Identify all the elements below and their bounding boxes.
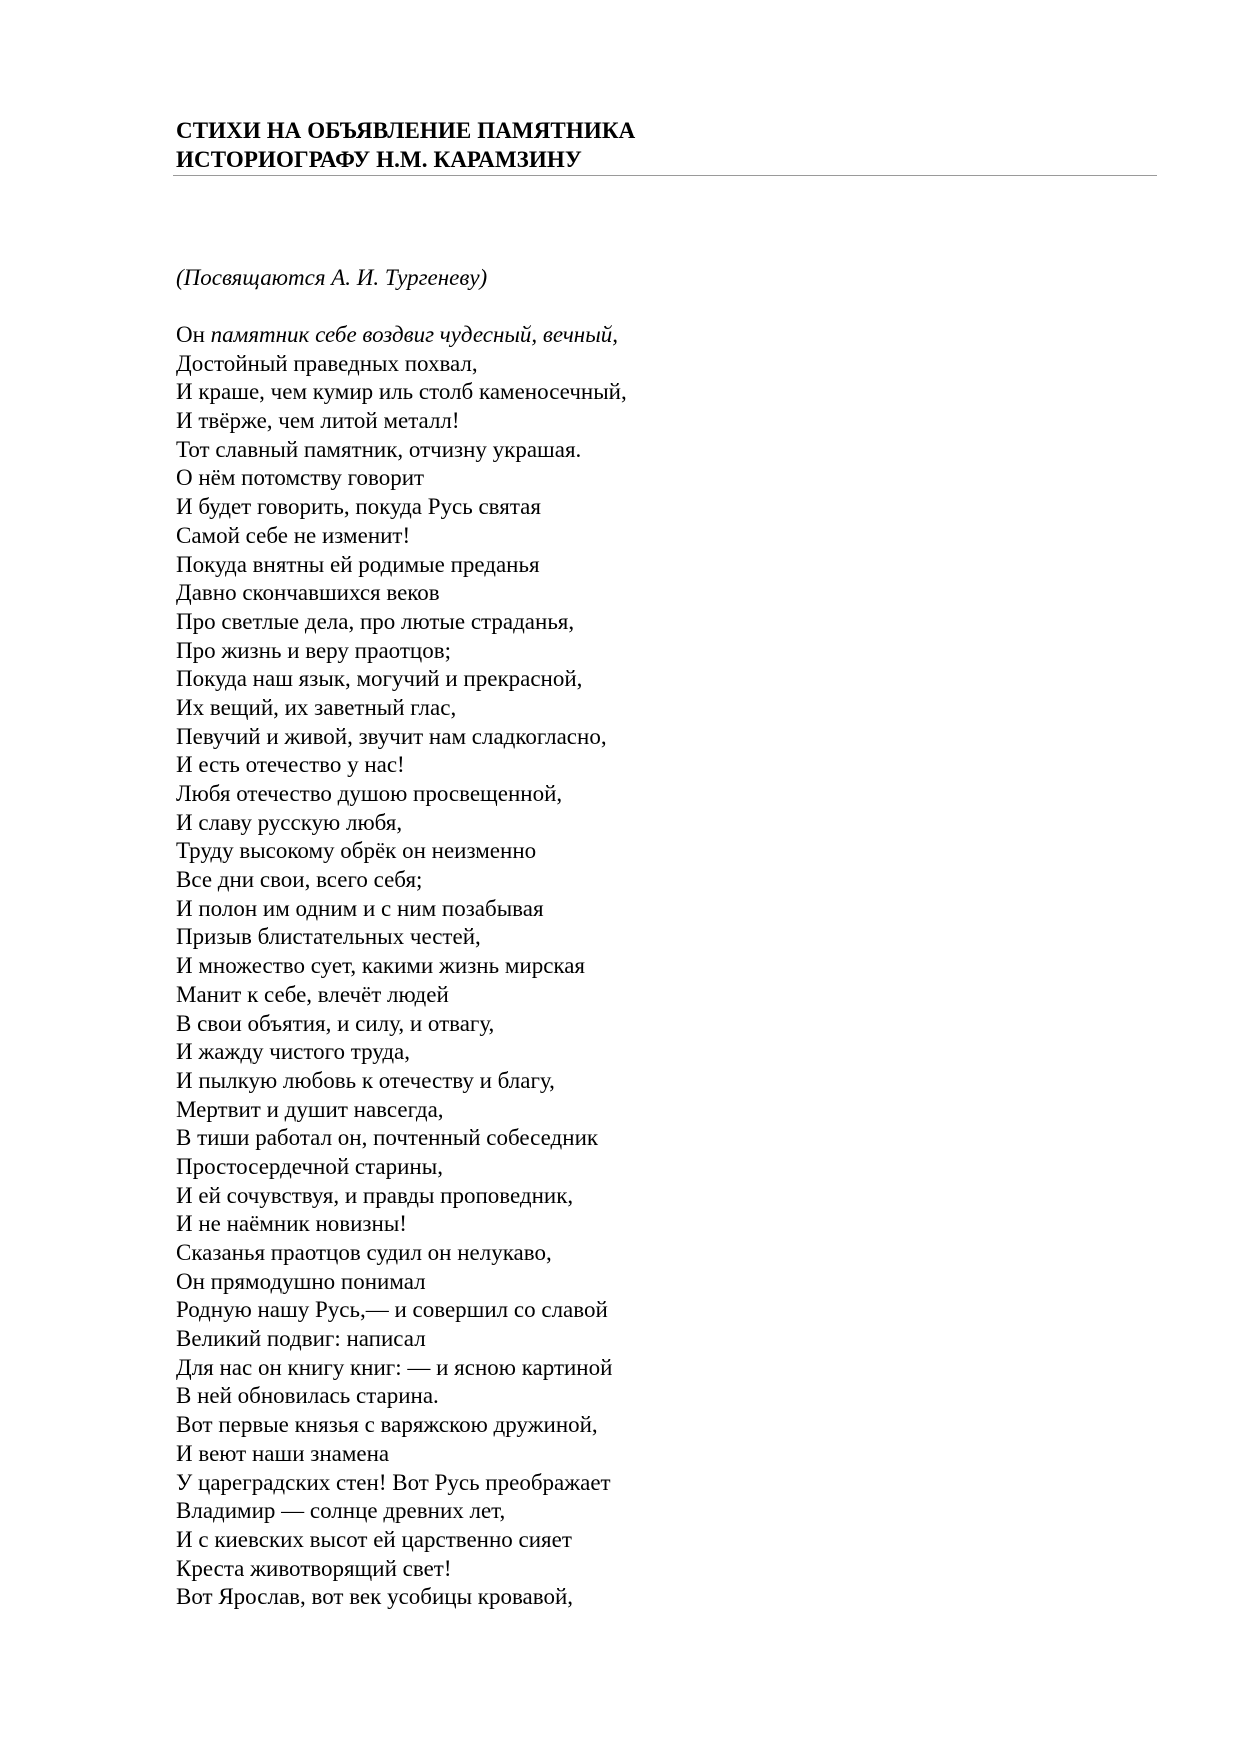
poem-line: Сказанья праотцов судил он нелукаво, xyxy=(176,1240,552,1265)
poem-line: Он прямодушно понимал xyxy=(176,1268,426,1294)
poem-line: И жажду чистого труда, xyxy=(176,1039,410,1065)
poem-line: Простосердечной старины, xyxy=(176,1153,443,1179)
poem-line: Все дни свои, всего себя; xyxy=(176,867,423,893)
poem-line: И не наёмник новизны! xyxy=(176,1211,407,1237)
poem-line: Для нас он книгу книг: — и ясною картиной xyxy=(176,1354,613,1380)
poem-line: Великий подвиг: написал xyxy=(176,1326,426,1352)
poem-line: Креста животворящий свет! xyxy=(176,1555,452,1581)
poem-line: Владимир — солнце древних лет, xyxy=(176,1498,506,1524)
poem-line: О нём потомству говорит xyxy=(176,465,425,491)
title-line: ИСТОРИОГРАФУ Н.М. КАРАМЗИНУ xyxy=(176,147,582,172)
poem-line: Давно скончавшихся веков xyxy=(176,580,440,606)
poem-line: И есть отечество у нас! xyxy=(176,752,405,778)
poem-line: И твёрже, чем литой металл! xyxy=(176,408,460,434)
poem-line: Вот Ярослав, вот век усобицы кровавой, xyxy=(176,1584,573,1610)
dedication: (Посвящаются А. И. Тургеневу) xyxy=(176,265,488,290)
poem-line: Про светлые дела, про лютые страданья, xyxy=(176,608,575,634)
poem-line: И множество сует, какими жизнь мирская xyxy=(176,953,586,979)
poem-line: У цареградских стен! Вот Русь преображает xyxy=(176,1469,611,1495)
poem-line-lead: Он xyxy=(176,322,211,347)
poem-line: И будет говорить, покуда Русь святая xyxy=(176,494,541,520)
poem-line: Вот первые князья с варяжскою дружиной, xyxy=(176,1412,598,1438)
title-line: СТИХИ НА ОБЪЯВЛЕНИЕ ПАМЯТНИКА xyxy=(176,118,636,143)
poem-line: В свои объятия, и силу, и отвагу, xyxy=(176,1010,495,1036)
title-divider xyxy=(173,175,1157,176)
poem-line: Любя отечество душою просвещенной, xyxy=(176,781,563,806)
poem-line: В тиши работал он, почтенный собеседник xyxy=(176,1125,599,1151)
poem-line: И ей сочувствуя, и правды проповедник, xyxy=(176,1182,574,1208)
poem-line: Певучий и живой, звучит нам сладкогласно, xyxy=(176,723,607,749)
poem-line: Призыв блистательных честей, xyxy=(176,924,481,950)
poem-line: Достойный праведных похвал, xyxy=(176,350,478,376)
poem-text xyxy=(176,321,627,1612)
poem-line: И веют наши знамена xyxy=(176,1440,390,1466)
poem-line: Покуда наш язык, могучий и прекрасной, xyxy=(176,666,583,692)
poem-line: Труду высокому обрёк он неизменно xyxy=(176,838,537,864)
poem-line: Про жизнь и веру праотцов; xyxy=(176,637,451,663)
poem-line: Родную нашу Русь,— и совершил со славой xyxy=(176,1297,608,1323)
poem-line: И краше, чем кумир иль столб каменосечный, xyxy=(176,379,627,405)
poem-line: Самой себе не изменит! xyxy=(176,522,411,548)
poem-line: Тот славный памятник, отчизну украшая. xyxy=(176,436,582,462)
poem-line: И славу русскую любя, xyxy=(176,809,403,835)
poem-line: В ней обновилась старина. xyxy=(176,1383,439,1409)
poem-line: И с киевских высот ей царственно сияет xyxy=(176,1526,572,1552)
poem-line: Покуда внятны ей родимые преданья xyxy=(176,551,540,577)
poem-line: Мертвит и душит навсегда, xyxy=(176,1096,444,1122)
document-title xyxy=(176,116,635,174)
poem-line: Манит к себе, влечёт людей xyxy=(176,981,449,1007)
poem-line-italic: памятник себе воздвиг чудесный, вечный, xyxy=(210,322,619,347)
poem-line: И пылкую любовь к отечеству и благу, xyxy=(176,1067,555,1093)
poem-line xyxy=(176,321,627,350)
poem-line: Их вещий, их заветный глас, xyxy=(176,694,457,720)
poem-line: И полон им одним и с ним позабывая xyxy=(176,895,544,921)
